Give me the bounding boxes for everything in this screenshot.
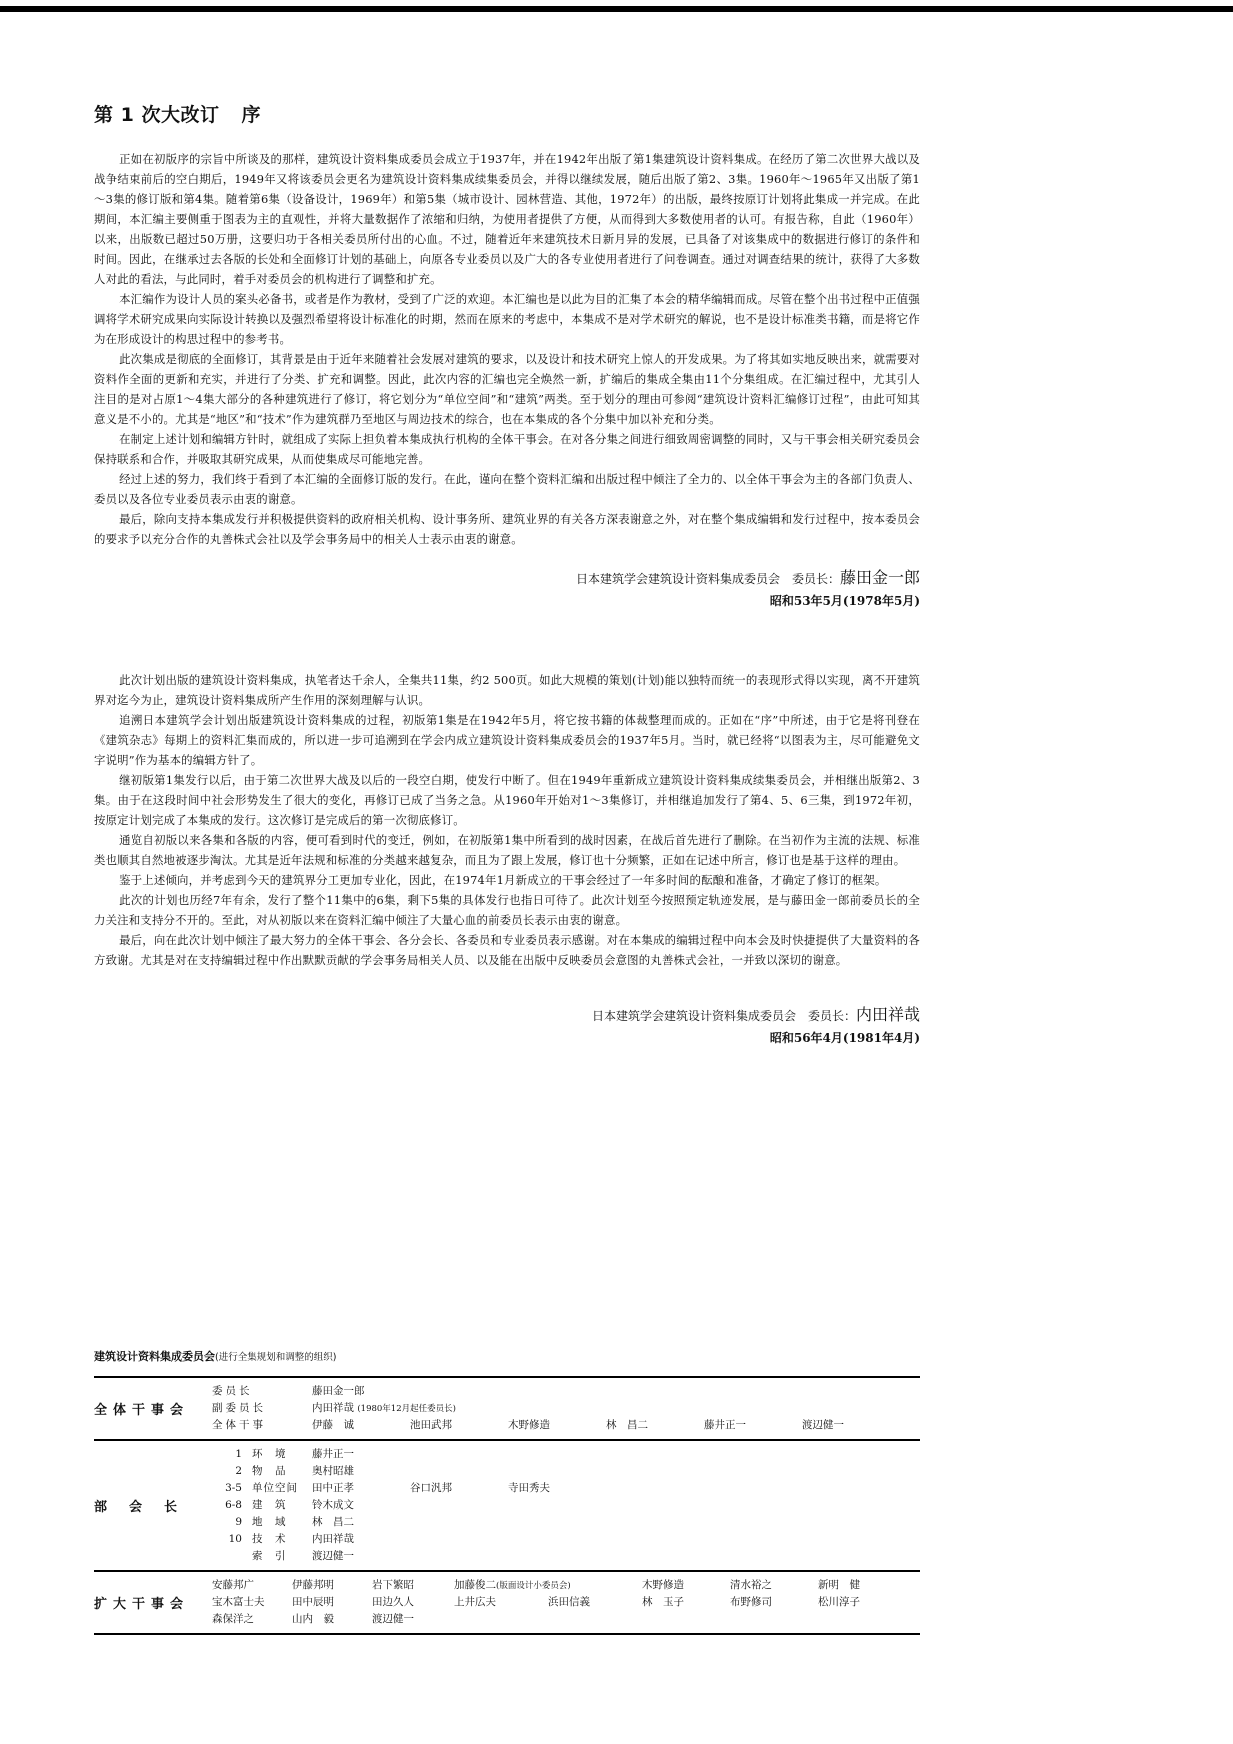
paragraph: 在制定上述计划和编辑方针时，就组成了实际上担负着本集成执行机构的全体干事会。在对各分集之间进行细致周密调整的同时，又与干事会相关研究委员会保持联系和合作，并吸取其研究成果，从而使集成尽可能地完善。 (94, 432, 920, 466)
all-board-section (94, 1378, 920, 1439)
committee-title (94, 1348, 920, 1364)
preface-1978 (94, 149, 920, 612)
paragraph: 最后，向在此次计划中倾注了最大努力的全体干事会、各分会长、各委员和专业委员表示感谢。对在本集成的编辑过程中向本会及时快捷提供了大量资料的各方致谢。尤其是对在支持编辑过程中作出默默贡献的学会事务局相关人员、以及能在出版中反映委员会意图的丸善株式会社，一并致以深切的谢意。 (94, 933, 920, 967)
paragraph: 正如在初版序的宗旨中所谈及的那样，建筑设计资料集成委员会成立于1937年，并在1942年出版了第1集建筑设计资料集成。在经历了第二次世界大战以及战争结束前后的空白期后，1949年又将该委员会更名为建筑设计资料集成续集委员会，并得以继续发展，随后出版了第2、3集。1960年～1965年又出版了第1～3集的修订版和第4集。随着第6集（设备设计，1969年）和第5集（城市设计、园林营造、其他，1972年）的出版，最终按原订计划将此集成一并完成。在此期间，本汇编主要侧重于图表为主的直观性，并将大量数据作了浓缩和归纳，为使用者提供了方便，从而得到大多数使用者的认可。有报告称，自此（1960年）以来，出版数已超过50万册，这要归功于各相关委员所付出的心血。不过，随着近年来建筑技术日新月异的发展，已具备了对该集成中的数据进行修订的条件和时间。因此，在继承过去各版的长处和全面修订计划的基础上，向原各专业委员以及广大的各专业使用者进行了问卷调查。通过对调查结果的统计，获得了大多数人对此的看法，与此同时，着手对委员会的机构进行了调整和扩充。 (94, 152, 920, 286)
paragraph: 继初版第1集发行以后，由于第二次世界大战及以后的一段空白期，使发行中断了。但在1949年重新成立建筑设计资料集成续集委员会，并相继出版第2、3集。由于在这段时间中社会形势发生了很大的变化，再修订已成了当务之急。从1960年开始对1～3集修订，并相继追加发行了第4、5、6三集，到1972年初，按原定计划完成了本集成的发行。这次修订是完成后的第一次彻底修订。 (94, 773, 920, 827)
member-name: 藤井正一 (312, 1448, 354, 1460)
roster-row (212, 1446, 920, 1463)
role: 副委员长 (212, 1402, 266, 1414)
dept-number: 6-8 (225, 1499, 242, 1511)
member-name: 上井広夫 (454, 1596, 496, 1608)
dept-name: 地 域 (252, 1516, 287, 1528)
member-name: 木野修造 (642, 1579, 684, 1591)
section-label: 全体干事会 (94, 1403, 190, 1418)
member-name: 田边久人 (372, 1596, 414, 1608)
dept-number: 3-5 (225, 1482, 242, 1494)
roster-row (212, 1514, 920, 1531)
member-name: 奥村昭雄 (312, 1465, 354, 1477)
committee-title-text: 建筑设计资料集成委员会 (94, 1350, 215, 1363)
dept-name: 物 品 (252, 1465, 287, 1477)
member-name: 林 昌二 (606, 1419, 648, 1431)
signature-org: 日本建筑学会建筑设计资料集成委员会 委员长： (575, 572, 840, 586)
roster-row (212, 1594, 920, 1611)
member-name: 藤田金一郎 (312, 1385, 365, 1397)
member-name: 谷口汎邦 (410, 1482, 452, 1494)
member-name: 伊藤邦明 (292, 1579, 334, 1591)
member-name: 铃木成文 (312, 1499, 354, 1511)
member-name: 渡辺健一 (312, 1550, 354, 1562)
dept-heads-section (94, 1441, 920, 1570)
roster-row (212, 1531, 920, 1548)
paragraph: 通览自初版以来各集和各版的内容，便可看到时代的变迁，例如，在初版第1集中所看到的战时因素，在战后首先进行了删除。在当初作为主流的法规、标准类也顺其自然地被逐步淘汰。尤其是近年法规和标准的分类越来越复杂，而且为了跟上发展，修订也十分频繁，正如在记述中所言，修订也是基于这样的理由。 (94, 833, 920, 867)
paragraph: 经过上述的努力，我们终于看到了本汇编的全面修订版的发行。在此，谨向在整个资料汇编和出版过程中倾注了全力的、以全体干事会为主的各部门负责人、委员以及各位专业委员表示由衷的谢意。 (94, 472, 920, 506)
signature-block (94, 567, 920, 612)
section-label: 部会长 (94, 1500, 200, 1515)
paragraph: 本汇编作为设计人员的案头必备书，或者是作为教材，受到了广泛的欢迎。本汇编也是以此为目的汇集了本会的精华编辑而成。尽管在整个出书过程中正值强调将学术研究成果向实际设计转换以及强烈希望将设计标准化的时期，然而在原来的考虑中，本集成不是对学术研究的解说，也不是设计标准类书籍，而是将它作为在形成设计的构思过程中的参考书。 (94, 292, 920, 346)
signature-org: 日本建筑学会建筑设计资料集成委员会 委员长： (591, 1009, 856, 1023)
roster-row (212, 1548, 920, 1565)
member-name: 田中辰明 (292, 1596, 334, 1608)
member-name: 池田武邦 (410, 1419, 452, 1431)
roster-row (212, 1383, 920, 1400)
member-name: 内田祥哉 (312, 1533, 354, 1545)
document-page (94, 100, 920, 1049)
member-note: (1980年12月起任委员长) (357, 1404, 456, 1414)
dept-name: 索 引 (252, 1550, 287, 1562)
member-name: 渡辺健一 (372, 1613, 414, 1625)
page-title (94, 100, 920, 127)
committee-subtitle: (进行全集规划和调整的组织) (215, 1352, 337, 1363)
section-label: 扩大干事会 (94, 1597, 190, 1612)
signature-block (94, 1004, 920, 1049)
preface-1981 (94, 670, 920, 1049)
roster-row (212, 1611, 920, 1628)
signature-name: 藤田金一郎 (839, 568, 920, 587)
roster-row (212, 1480, 920, 1497)
committee-roster (94, 1348, 920, 1635)
member-name: 藤井正一 (704, 1419, 746, 1431)
signature-name: 内田祥哉 (855, 1005, 920, 1024)
dept-number: 2 (235, 1465, 242, 1477)
roster-row (212, 1463, 920, 1480)
member-name: 新明 健 (818, 1579, 860, 1591)
member-name: 森保洋之 (212, 1613, 254, 1625)
member-note: (版面设计小委员会) (496, 1581, 571, 1591)
paragraph: 追溯日本建筑学会计划出版建筑设计资料集成的过程，初版第1集是在1942年5月，将它按书籍的体裁整理而成的。正如在“序”中所述，由于它是将刊登在《建筑杂志》每期上的资料汇集而成的，所以进一步可追溯到在学会内成立建筑设计资料集成委员会的1937年5月。当时，就已经将“以图表为主，尽可能避免文字说明”作为基本的编辑方针了。 (94, 713, 920, 767)
member-name: 清水裕之 (730, 1579, 772, 1591)
paragraph: 此次的计划也历经7年有余，发行了整个11集中的6集，剩下5集的具体发行也指日可待了。此次计划至今按照预定轨迹发展，是与藤田金一郎前委员长的全力关注和支持分不开的。至此，对从初版以来在资料汇编中倾注了大量心血的前委员长表示由衷的谢意。 (94, 893, 920, 927)
title-main: 第 1 次大改订 (94, 104, 220, 126)
member-name: 林 玉子 (642, 1596, 684, 1608)
signature-date: 昭和53年5月(1978年5月) (769, 594, 920, 608)
member-name: 渡辺健一 (802, 1419, 844, 1431)
dept-name: 建 筑 (252, 1499, 287, 1511)
member-name: 浜田信義 (548, 1596, 590, 1608)
member-name: 松川淳子 (818, 1596, 860, 1608)
paragraph: 此次计划出版的建筑设计资料集成，执笔者达千余人，全集共11集，约2 500页。如此大规模的策划(计划)能以独特而统一的表现形式得以实现，离不开建筑界对迄今为止，建筑设计资料集成所产生作用的深刻理解与认识。 (94, 673, 920, 707)
member-name: 宝木富士夫 (212, 1596, 265, 1608)
top-border-rule (0, 6, 1233, 12)
title-preface: 序 (241, 104, 261, 126)
member-name: 加藤俊二 (454, 1579, 496, 1591)
member-name: 安藤邦广 (212, 1579, 254, 1591)
dept-number: 10 (228, 1533, 242, 1545)
divider (94, 1633, 920, 1635)
member-name: 岩下繁昭 (372, 1579, 414, 1591)
member-name: 布野修司 (730, 1596, 772, 1608)
dept-number (212, 1548, 252, 1565)
member-name: 内田祥哉 (312, 1402, 354, 1414)
roster-row (212, 1400, 920, 1417)
member-name: 木野修造 (508, 1419, 550, 1431)
role: 全体干事 (212, 1419, 266, 1431)
member-name: 寺田秀夫 (508, 1482, 550, 1494)
dept-name: 单位空间 (252, 1482, 298, 1494)
dept-name: 技 术 (252, 1533, 287, 1545)
dept-number: 1 (235, 1448, 242, 1460)
paragraph: 最后，除向支持本集成发行并积极提供资料的政府相关机构、设计事务所、建筑业界的有关各方深表谢意之外，对在整个集成编辑和发行过程中，按本委员会的要求予以充分合作的丸善株式会社以及学会事务局中的相关人士表示由衷的谢意。 (94, 512, 920, 546)
roster-row (212, 1497, 920, 1514)
member-name: 林 昌二 (312, 1516, 354, 1528)
member-name: 山内 毅 (292, 1613, 334, 1625)
signature-date: 昭和56年4月(1981年4月) (769, 1031, 920, 1045)
dept-name: 环 境 (252, 1448, 287, 1460)
expanded-board-section (94, 1572, 920, 1633)
member-name: 伊藤 诚 (312, 1419, 354, 1431)
role: 委员长 (212, 1385, 253, 1397)
paragraph: 此次集成是彻底的全面修订，其背景是由于近年来随着社会发展对建筑的要求，以及设计和技术研究上惊人的开发成果。为了将其如实地反映出来，就需要对资料作全面的更新和充实，并进行了分类、扩充和调整。因此，此次内容的汇编也完全焕然一新，扩编后的集成全集由11个分集组成。在汇编过程中，尤其引人注目的是对占原1～4集大部分的各种建筑进行了修订，将它划分为“单位空间”和“建筑”两类。至于划分的理由可参阅“建筑设计资料汇编修订过程”，由此可知其意义是不小的。尤其是“地区”和“技术”作为建筑群乃至地区与周边技术的综合，也在本集成的各个分集中加以补充和分类。 (94, 352, 920, 426)
paragraph: 鉴于上述倾向，并考虑到今天的建筑界分工更加专业化，因此，在1974年1月新成立的干事会经过了一年多时间的酝酿和准备，才确定了修订的框架。 (119, 873, 887, 887)
member-name: 田中正孝 (312, 1482, 354, 1494)
dept-number: 9 (235, 1516, 242, 1528)
roster-row (212, 1577, 920, 1594)
roster-row (212, 1417, 920, 1434)
